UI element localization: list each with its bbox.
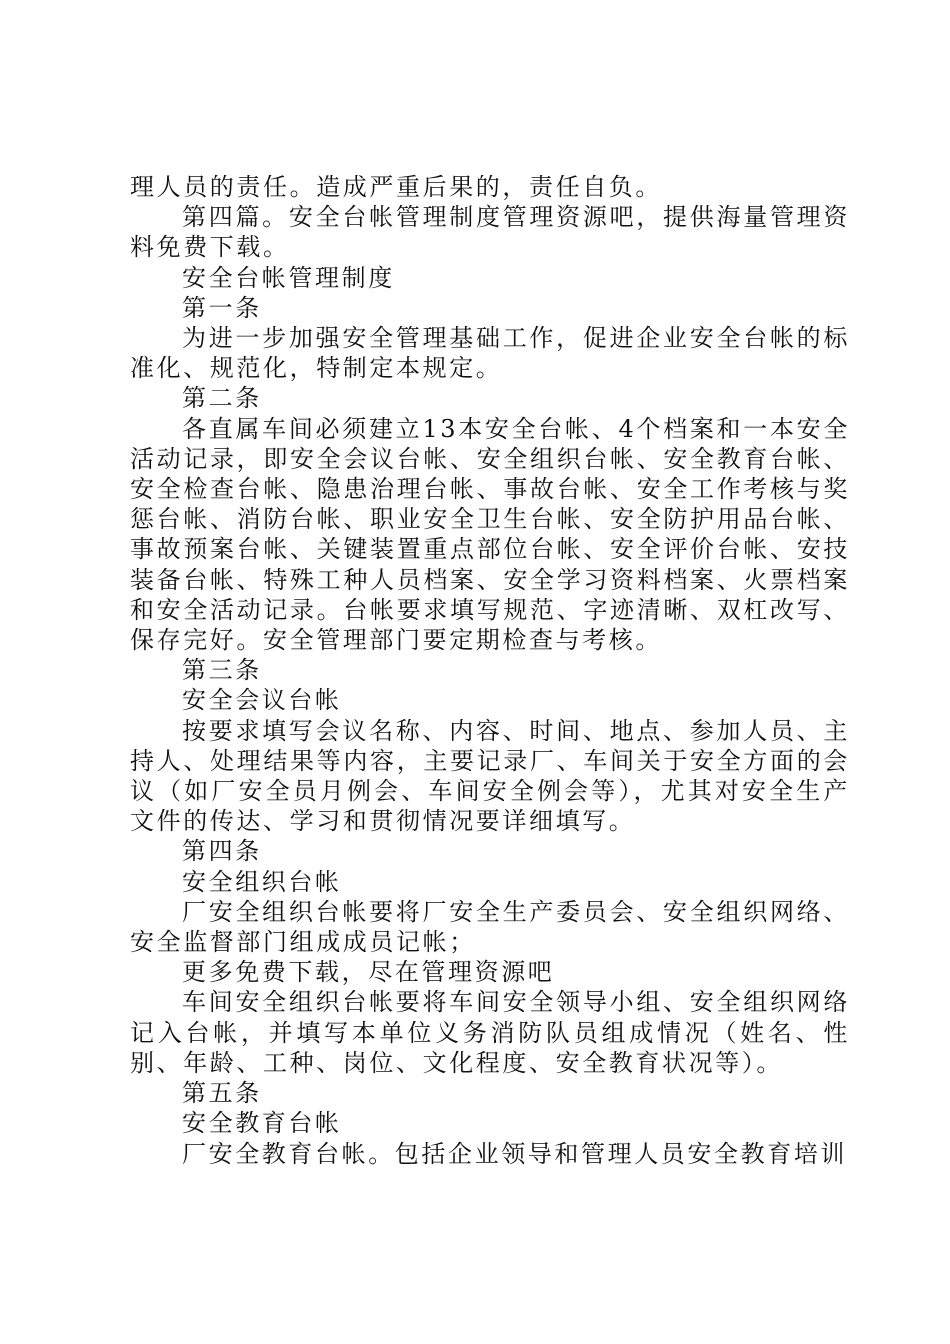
subheading: 安全教育台帐 [182,1109,342,1138]
subheading: 安全会议台帐 [182,686,342,715]
paragraph: 更多免费下载，尽在管理资源吧 [182,958,555,987]
subheading: 安全组织台帐 [182,867,342,896]
paragraph: 按要求填写会议名称、内容、时间、地点、参加人员、主持人、处理结果等内容，主要记录厂、车间关于安全方面的会议（如厂安全员月例会、车间安全例会等），尤其对安全生产文件的传达、学习和贯彻情况要详细填写。 [130,716,850,836]
article-number: 第二条 [182,384,262,413]
article-number: 第三条 [182,656,262,685]
paragraph: 厂安全组织台帐要将厂安全生产委员会、安全组织网络、安全监督部门组成成员记帐； [130,897,850,957]
document-heading: 安全台帐管理制度 [182,263,395,292]
article-number: 第四条 [182,837,262,866]
document-body [130,172,850,1169]
paragraph: 各直属车间必须建立13本安全台帐、4个档案和一本安全活动记录，即安全会议台帐、安全组织台帐、安全教育台帐、安全检查台帐、隐患治理台帐、事故台帐、安全工作考核与奖惩台帐、消防台帐、职业安全卫生台帐、安全防护用品台帐、事故预案台帐、关键装置重点部位台帐、安全评价台帐、安技装备台帐、特殊工种人员档案、安全学习资料档案、火票档案和安全活动记录。台帐要求填写规范、字迹清晰、双杠改写、保存完好。安全管理部门要定期检查与考核。 [130,414,850,655]
paragraph: 为进一步加强安全管理基础工作，促进企业安全台帐的标准化、规范化，特制定本规定。 [130,324,850,383]
paragraph: 厂安全教育台帐。包括企业领导和管理人员安全教育培训 [182,1139,847,1168]
paragraph: 车间安全组织台帐要将车间安全领导小组、安全组织网络记入台帐，并填写本单位义务消防队员组成情况（姓名、性别、年龄、工种、岗位、文化程度、安全教育状况等）。 [130,988,850,1077]
paragraph: 理人员的责任。造成严重后果的，责任自负。 [130,173,662,201]
article-number: 第一条 [182,293,262,322]
section-title: 第四篇。安全台帐管理制度管理资源吧，提供海量管理资料免费下载。 [130,203,850,262]
article-number: 第五条 [182,1079,262,1108]
